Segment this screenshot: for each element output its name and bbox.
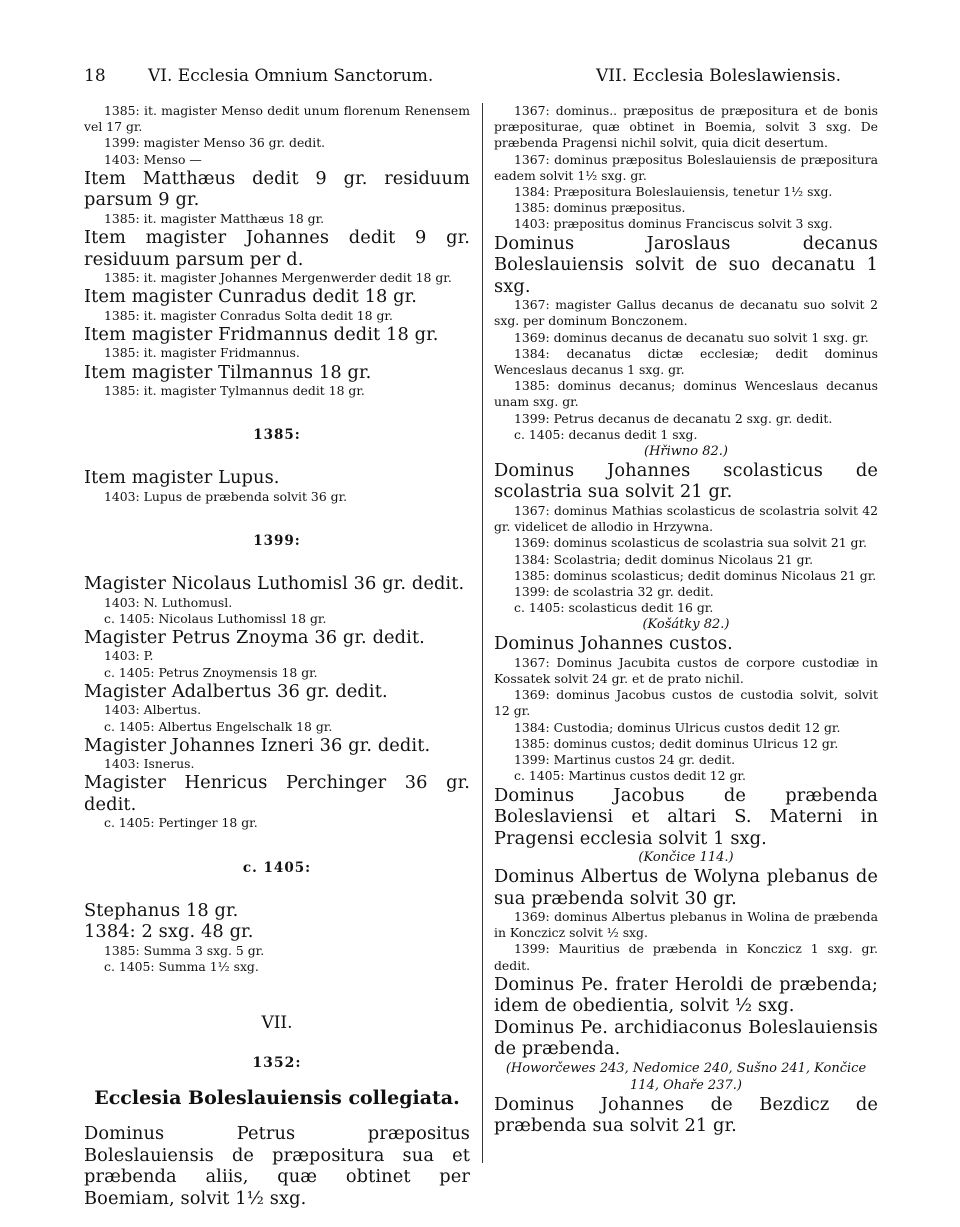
entry-note: 1385: it. magister Fridmannus. [104,345,300,361]
entry-main: Item magister Cunradus dedit 18 gr. [84,286,418,308]
entry-note: 1385: dominus custos; dedit dominus Ulricus 12 gr. [514,735,839,751]
section-year-heading: 1399: [253,533,301,550]
entry-note: 1367: dominus præpositus Boleslauiensis de præpositura eadem solvit 1½ sxg. gr. [494,151,878,183]
entry-note: 1385: dominus præpositus. [514,200,686,216]
entry-main: Magister Henricus Perchinger 36 gr. dedit. [84,772,470,815]
entry-note: 1385: it. magister Tylmannus dedit 18 gr. [104,383,365,399]
entry-note: 1403: Menso — [104,151,202,167]
entry-note: 1369: dominus decanus de decanatu suo solvit 1 sxg. gr. [514,329,869,345]
left-column [84,103,470,1209]
entry-main: Dominus Albertus de Wolyna plebanus de sua præbenda solvit 30 gr. [494,866,878,909]
entry-main: Item magister Lupus. [84,467,280,489]
right-running-title: VII. Ecclesia Boleslawiensis. [596,66,841,86]
entry-note: 1385: it. magister Menso dedit unum florenum Renensem vel 17 gr. [84,103,470,135]
entry-note: 1385: Summa 3 sxg. 5 gr. [104,942,265,958]
entry-note: 1403: Albertus. [104,702,202,718]
entry-note: 1385: dominus decanus; dominus Wenceslaus decanus unam sxg. gr. [494,378,878,410]
entry-main: Dominus Petrus præpositus Boleslauiensis de præpositura sua et præbenda aliis, quæ obtinet per Boemiam, solvit 1½ sxg. [84,1123,470,1209]
entry-note: 1403: Isnerus. [104,756,195,772]
entry-main: Dominus Johannes custos. [494,633,733,655]
entry-note: c. 1405: Nicolaus Luthomissl 18 gr. [104,610,327,626]
entry-main: Dominus Pe. frater Heroldi de præbenda; idem de obedientia, solvit ½ sxg. [494,973,878,1017]
entry-note: 1403: præpositus dominus Franciscus solvit 3 sxg. [514,216,833,232]
entry-note: 1367: dominus Mathias scolasticus de scolastria solvit 42 gr. videlicet de allodio in Hrzywna. [494,502,878,535]
entry-main: Magister Petrus Znoyma 36 gr. dedit. [84,626,425,648]
place-citation: (Končice 114.) [638,850,734,865]
left-running-title: VI. Ecclesia Omnium Sanctorum. [148,66,434,86]
entry-main: Magister Johannes Izneri 36 gr. dedit. [84,734,431,756]
entry-note: c. 1405: Albertus Engelschalk 18 gr. [104,718,333,734]
entry-note: 1385: it. magister Johannes Mergenwerder dedit 18 gr. [104,270,452,286]
entry-note: 1384: Scolastria; dedit dominus Nicolaus 21 gr. [514,551,814,567]
entry-note: 1399: de scolastria 32 gr. dedit. [514,583,714,599]
entry-main: Item magister Fridmannus dedit 18 gr. [84,323,439,345]
entry-main: Dominus Pe. archidiaconus Boleslauiensis de præbenda. [494,1016,878,1060]
entry-note: 1369: dominus Albertus plebanus in Wolina de præbenda in Konczicz solvit ½ sxg. [494,909,878,941]
entry-note: 1384: decanatus dictæ ecclesiæ; dedit dominus Wenceslaus decanus 1 sxg. gr. [494,345,878,377]
entry-note: 1385: dominus scolasticus; dedit dominus Nicolaus 21 gr. [514,567,877,583]
right-column [494,103,878,1137]
entry-note: 1384: Præpositura Boleslauiensis, tenetur 1½ sxg. [514,184,833,200]
entry-note: c. 1405: decanus dedit 1 sxg. [514,426,698,442]
page-number: 18 [84,66,106,86]
entry-main: Magister Adalbertus 36 gr. dedit. [84,680,388,702]
entry-note: 1367: Dominus Jacubita custos de corpore custodiæ in Kossatek solvit 24 gr. et de prato nichil. [494,654,878,687]
entry-note: 1403: P. [104,648,154,664]
entry-note: 1385: it. magister Conradus Solta dedit 18 gr. [104,307,393,323]
entry-main: Dominus Johannes scolasticus de scolastria sua solvit 21 gr. [494,459,878,503]
entry-note: 1367: magister Gallus decanus de decanatu suo solvit 2 sxg. per dominum Bonczonem. [494,297,878,329]
section-roman-numeral: VII. [261,1013,293,1034]
place-citation: (Howorčewes 243, Nedomice 240, Sušno 241, Končice 114, Ohaře 237.) [505,1060,867,1093]
entry-main: Item magister Tilmannus 18 gr. [84,361,372,383]
entry-note: 1384: Custodia; dominus Ulricus custos dedit 12 gr. [514,719,841,735]
entry-note: c. 1405: scolasticus dedit 16 gr. [514,600,714,616]
entry-main: Dominus Jacobus de præbenda Boleslaviensi et altari S. Materni in Pragensi ecclesia solvit 1 sxg. [494,784,878,849]
entry-main: Stephanus 18 gr. [84,899,239,921]
entry-main: Magister Nicolaus Luthomisl 36 gr. dedit. [84,573,465,595]
section-year-heading: 1385: [253,427,301,444]
entry-main: 1384: 2 sxg. 48 gr. [84,921,254,943]
entry-note: 1385: it. magister Matthæus 18 gr. [104,210,325,226]
entry-note: 1399: Mauritius de præbenda in Konczicz 1 sxg. gr. dedit. [494,941,878,973]
entry-main: Dominus Johannes de Bezdicz de præbenda sua solvit 21 gr. [494,1093,878,1137]
entry-note: 1369: dominus Jacobus custos de custodia solvit, solvit 12 gr. [494,687,878,719]
place-citation: (Košátky 82.) [642,617,730,633]
entry-main: Dominus Jaroslaus decanus Boleslauiensis solvit de suo decanatu 1 sxg. [494,232,878,297]
entry-note: 1367: dominus.. præpositus de præpositura et de bonis præpositurae, quæ obtinet in Boemia, solvit 3 sxg. De præbenda Pragensi nichil solvit, quia dicit desertum. [494,103,878,151]
entry-note: 1403: N. Luthomusl. [104,594,233,610]
entry-note: c. 1405: Pertinger 18 gr. [104,815,258,831]
entry-note: 1369: dominus scolasticus de scolastria sua solvit 21 gr. [514,535,867,551]
entry-note: c. 1405: Summa 1½ sxg. [104,958,259,974]
entry-note: c. 1405: Martinus custos dedit 12 gr. [514,768,746,784]
section-title: Ecclesia Boleslauiensis collegiata. [94,1087,460,1110]
entry-main: Item magister Johannes dedit 9 gr. residuum parsum per d. [84,227,470,270]
entry-note: 1403: Lupus de præbenda solvit 36 gr. [104,488,348,504]
section-year-heading: c. 1405: [242,859,312,876]
entry-note: 1399: Petrus decanus de decanatu 2 sxg. gr. dedit. [514,410,833,426]
place-citation: (Hřiwno 82.) [644,443,728,459]
section-date: 1352: [252,1055,302,1072]
entry-note: c. 1405: Petrus Znoymensis 18 gr. [104,664,318,680]
entry-note: 1399: magister Menso 36 gr. dedit. [104,135,326,151]
entry-main: Item Matthæus dedit 9 gr. residuum parsum 9 gr. [84,167,470,211]
column-divider [482,103,483,1163]
entry-note: 1399: Martinus custos 24 gr. dedit. [514,752,736,768]
